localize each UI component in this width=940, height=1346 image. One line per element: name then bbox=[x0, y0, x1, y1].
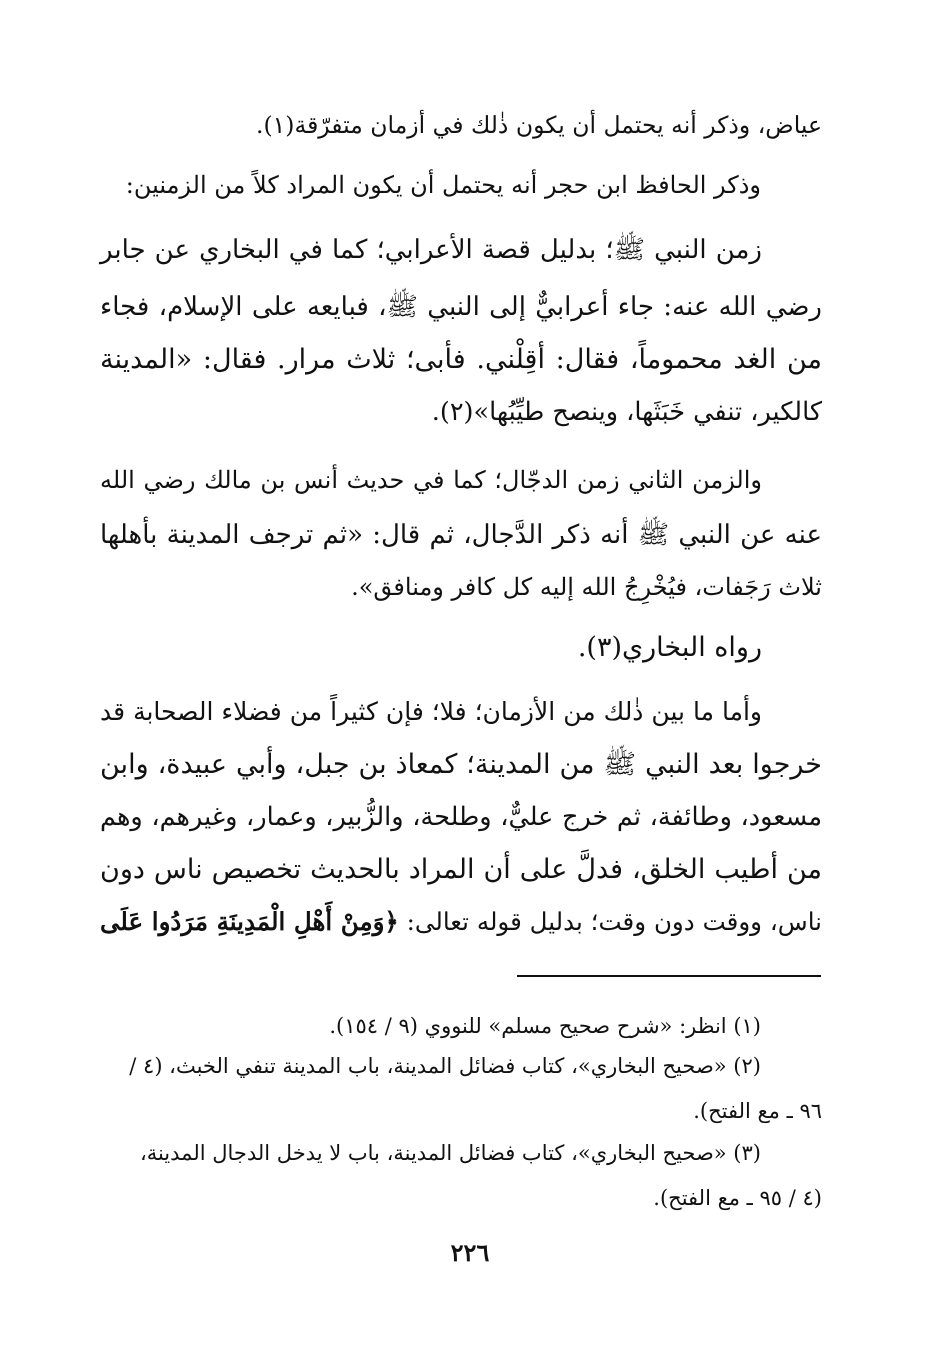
body-line-13: مسعود، وطائفة، ثم خرج عليٌّ، وطلحة، والزُّبير، وعمار، وغيرهم، وهم bbox=[100, 802, 822, 832]
body-line-10: رواه البخاري(٣). bbox=[577, 632, 762, 663]
body-line-1: عياض، وذكر أنه يحتمل أن يكون ذٰلك في أزمان متفرّقة(١). bbox=[256, 111, 822, 139]
body-line-6: كالكير، تنفي خَبَثَها، وينصح طيِّبُها»(٢). bbox=[431, 397, 822, 427]
body-line-8: عنه عن النبي ﷺ أنه ذكر الدَّجال، ثم قال: «ثم ترجف المدينة بأهلها bbox=[100, 520, 822, 550]
body-line-14: من أطيب الخلق، فدلَّ على أن المراد بالحديث تخصيص ناس دون bbox=[100, 854, 822, 885]
footnote-3: (٣) «صحيح البخاري»، كتاب فضائل المدينة، باب لا يدخل الدجال المدينة، bbox=[139, 1141, 761, 1165]
body-line-9: ثلاث رَجَفات، فيُخْرِجُ الله إليه كل كافر ومنافق». bbox=[351, 573, 822, 601]
body-line-3: زمن النبي ﷺ؛ بدليل قصة الأعرابي؛ كما في البخاري عن جابر bbox=[100, 235, 762, 265]
body-line-12: خرجوا بعد النبي ﷺ من المدينة؛ كمعاذ بن جبل، وأبي عبيدة، وابن bbox=[100, 749, 822, 780]
footnote-1: (١) انظر: «شرح صحيح مسلم» للنووي (٩ / ١٥٤). bbox=[329, 1014, 761, 1038]
body-line-5: من الغد محموماً، فقال: أقِلْني. فأبى؛ ثلاث مرار. فقال: «المدينة bbox=[100, 344, 822, 375]
body-line-4: رضي الله عنه: جاء أعرابيٌّ إلى النبي ﷺ، فبايعه على الإسلام، فجاء bbox=[100, 292, 822, 322]
body-line-2: وذكر الحافظ ابن حجر أنه يحتمل أن يكون المراد كلاً من الزمنين: bbox=[125, 171, 761, 199]
footnote-2-continued: ٩٦ ـ مع الفتح). bbox=[693, 1099, 822, 1123]
footnote-3-continued: (٤ / ٩٥ ـ مع الفتح). bbox=[653, 1186, 822, 1210]
page-number: ٢٢٦ bbox=[450, 1238, 490, 1267]
body-line-15: ناس، ووقت دون وقت؛ بدليل قوله تعالى: ﴿وَمِنْ أَهْلِ الْمَدِينَةِ مَرَدُوا عَلَى bbox=[100, 907, 822, 936]
body-line-11: وأما ما بين ذٰلك من الأزمان؛ فلا؛ فإن كثيراً من فضلاء الصحابة قد bbox=[100, 697, 762, 726]
footnote-separator bbox=[517, 975, 821, 977]
body-line-7: والزمن الثاني زمن الدجّال؛ كما في حديث أنس بن مالك رضي الله bbox=[100, 466, 763, 494]
quran-verse-fragment: ﴿وَمِنْ أَهْلِ الْمَدِينَةِ مَرَدُوا عَلَى bbox=[100, 907, 399, 936]
footnote-2: (٢) «صحيح البخاري»، كتاب فضائل المدينة، باب المدينة تنفي الخبث، (٤ / bbox=[129, 1054, 761, 1078]
